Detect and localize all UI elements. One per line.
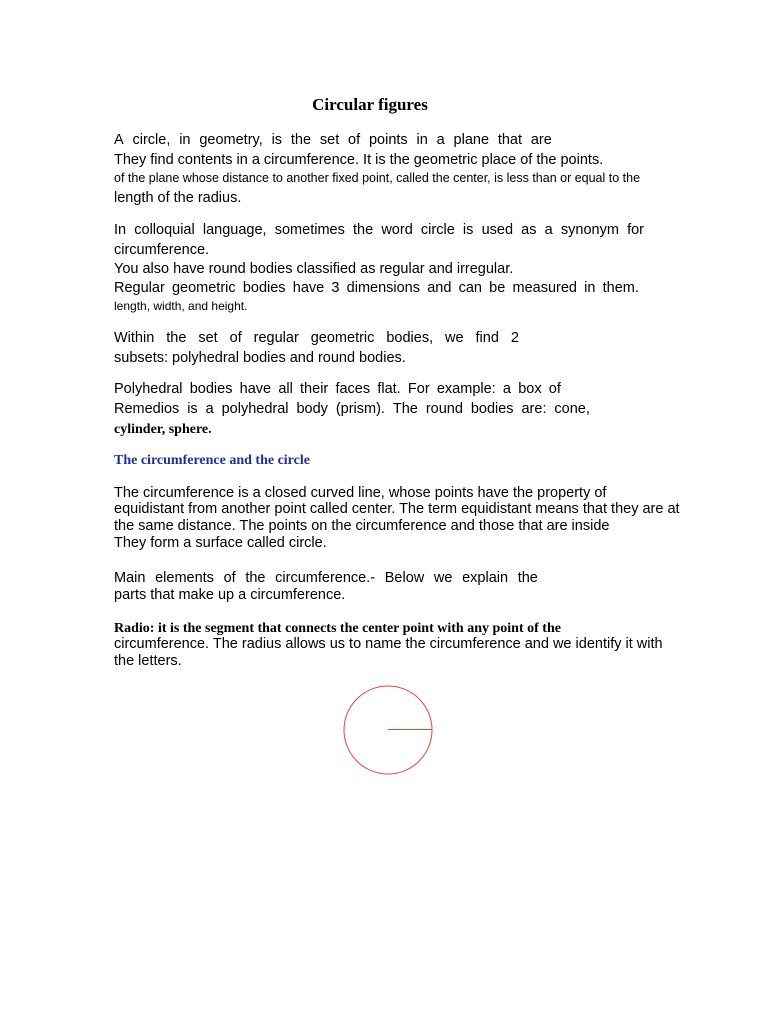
word: The — [392, 401, 418, 417]
word: Main — [114, 570, 146, 586]
word: sometimes — [274, 222, 345, 238]
word: Remedios — [114, 401, 180, 417]
word: be — [489, 280, 506, 296]
p2-line-2: circumference. — [114, 242, 210, 258]
p7-line-1: Radio: it is the segment that connects the center point with any point of the — [114, 621, 561, 636]
word: a — [205, 401, 214, 417]
word: is — [462, 222, 474, 238]
word: bodies — [189, 381, 233, 397]
word: A — [114, 132, 124, 148]
word: their — [300, 381, 329, 397]
circle-radius-figure — [342, 684, 436, 778]
word: have — [239, 381, 272, 397]
p4-line-2 — [114, 400, 590, 419]
word: that — [497, 132, 523, 148]
word: we — [445, 330, 464, 346]
word: word — [381, 222, 413, 238]
word: the — [353, 222, 374, 238]
p1-line-1 — [114, 131, 552, 150]
word: points — [368, 132, 408, 148]
word: find — [475, 330, 499, 346]
word: cone, — [554, 401, 590, 417]
word: regular — [253, 330, 299, 346]
p5-line-1: The circumference is a closed curved line, whose points have the property of — [114, 485, 607, 501]
document-title: Circular figures — [312, 95, 428, 114]
word: and — [427, 280, 452, 296]
word: circle — [420, 222, 455, 238]
word: example: — [436, 381, 496, 397]
word: of — [348, 132, 361, 148]
word: of — [548, 381, 561, 397]
section-heading: The circumference and the circle — [114, 453, 310, 468]
word: a — [436, 132, 445, 148]
p1-line-2: They find contents in a circumference. It is the geometric place of the points. — [114, 152, 604, 168]
word: as — [521, 222, 537, 238]
p1-line-3: of the plane whose distance to another fixed point, called the center, is less than or equal to the — [114, 171, 641, 185]
word: in — [179, 132, 191, 148]
word: is — [187, 401, 198, 417]
p7-line-2: circumference. The radius allows us to name the circumference and we identify it with — [114, 636, 663, 652]
word: a — [544, 222, 553, 238]
word: Polyhedral — [114, 381, 183, 397]
p3-line-1 — [114, 329, 519, 348]
word: we — [433, 570, 453, 586]
word: box — [518, 381, 542, 397]
word: all — [278, 381, 293, 397]
p2-line-3: You also have round bodies classified as regular and irregular. — [114, 261, 514, 277]
word: geometry, — [199, 132, 263, 148]
p4-line-3: cylinder, sphere. — [114, 422, 212, 437]
word: have — [292, 280, 325, 296]
word: measured — [512, 280, 577, 296]
word: Within — [114, 330, 155, 346]
word: can — [458, 280, 482, 296]
p3-line-2: subsets: polyhedral bodies and round bodies. — [114, 350, 406, 366]
word: bodies — [470, 401, 514, 417]
word: language, — [202, 222, 267, 238]
word: of — [229, 330, 242, 346]
p2-line-4 — [114, 279, 639, 298]
word: in — [416, 132, 428, 148]
word: in — [584, 280, 596, 296]
word: set — [198, 330, 218, 346]
word: geometric — [171, 280, 236, 296]
word: for — [627, 222, 644, 238]
word: For — [407, 381, 430, 397]
word: 2 — [510, 330, 519, 346]
word: are: — [521, 401, 547, 417]
word: 3 — [331, 280, 340, 296]
word: plane — [453, 132, 490, 148]
p5-line-2: equidistant from another point called center. The term equidistant means that they are at — [114, 501, 680, 517]
word: geometric — [310, 330, 375, 346]
word: Regular — [114, 280, 165, 296]
word: used — [481, 222, 514, 238]
word: (prism). — [335, 401, 385, 417]
word: set — [319, 132, 340, 148]
word: of — [223, 570, 236, 586]
p5-line-4: They form a surface called circle. — [114, 535, 327, 551]
word: are — [530, 132, 552, 148]
word: the — [290, 132, 312, 148]
word: polyhedral — [221, 401, 289, 417]
word: faces — [335, 381, 371, 397]
word: bodies — [242, 280, 286, 296]
p6-line-2: parts that make up a circumference. — [114, 587, 346, 603]
p2-line-1 — [114, 221, 644, 240]
p7-line-3: the letters. — [114, 653, 182, 669]
word: flat. — [377, 381, 401, 397]
word: In — [114, 222, 127, 238]
word: is — [271, 132, 283, 148]
word: colloquial — [134, 222, 195, 238]
word: the — [245, 570, 266, 586]
word: body — [296, 401, 328, 417]
word: them. — [602, 280, 639, 296]
word: Below — [384, 570, 425, 586]
p4-line-1 — [114, 380, 561, 399]
word: explain — [462, 570, 509, 586]
word: dimensions — [346, 280, 420, 296]
word: bodies, — [386, 330, 434, 346]
p2-line-5: length, width, and height. — [114, 299, 248, 313]
word: elements — [155, 570, 214, 586]
p5-line-3: the same distance. The points on the circumference and those that are inside — [114, 518, 610, 534]
word: a — [502, 381, 511, 397]
word: synonym — [560, 222, 619, 238]
word: round — [425, 401, 463, 417]
word: the — [166, 330, 187, 346]
word: the — [517, 570, 538, 586]
p1-line-4: length of the radius. — [114, 190, 242, 206]
word: circumference.- — [275, 570, 376, 586]
word: circle, — [132, 132, 171, 148]
